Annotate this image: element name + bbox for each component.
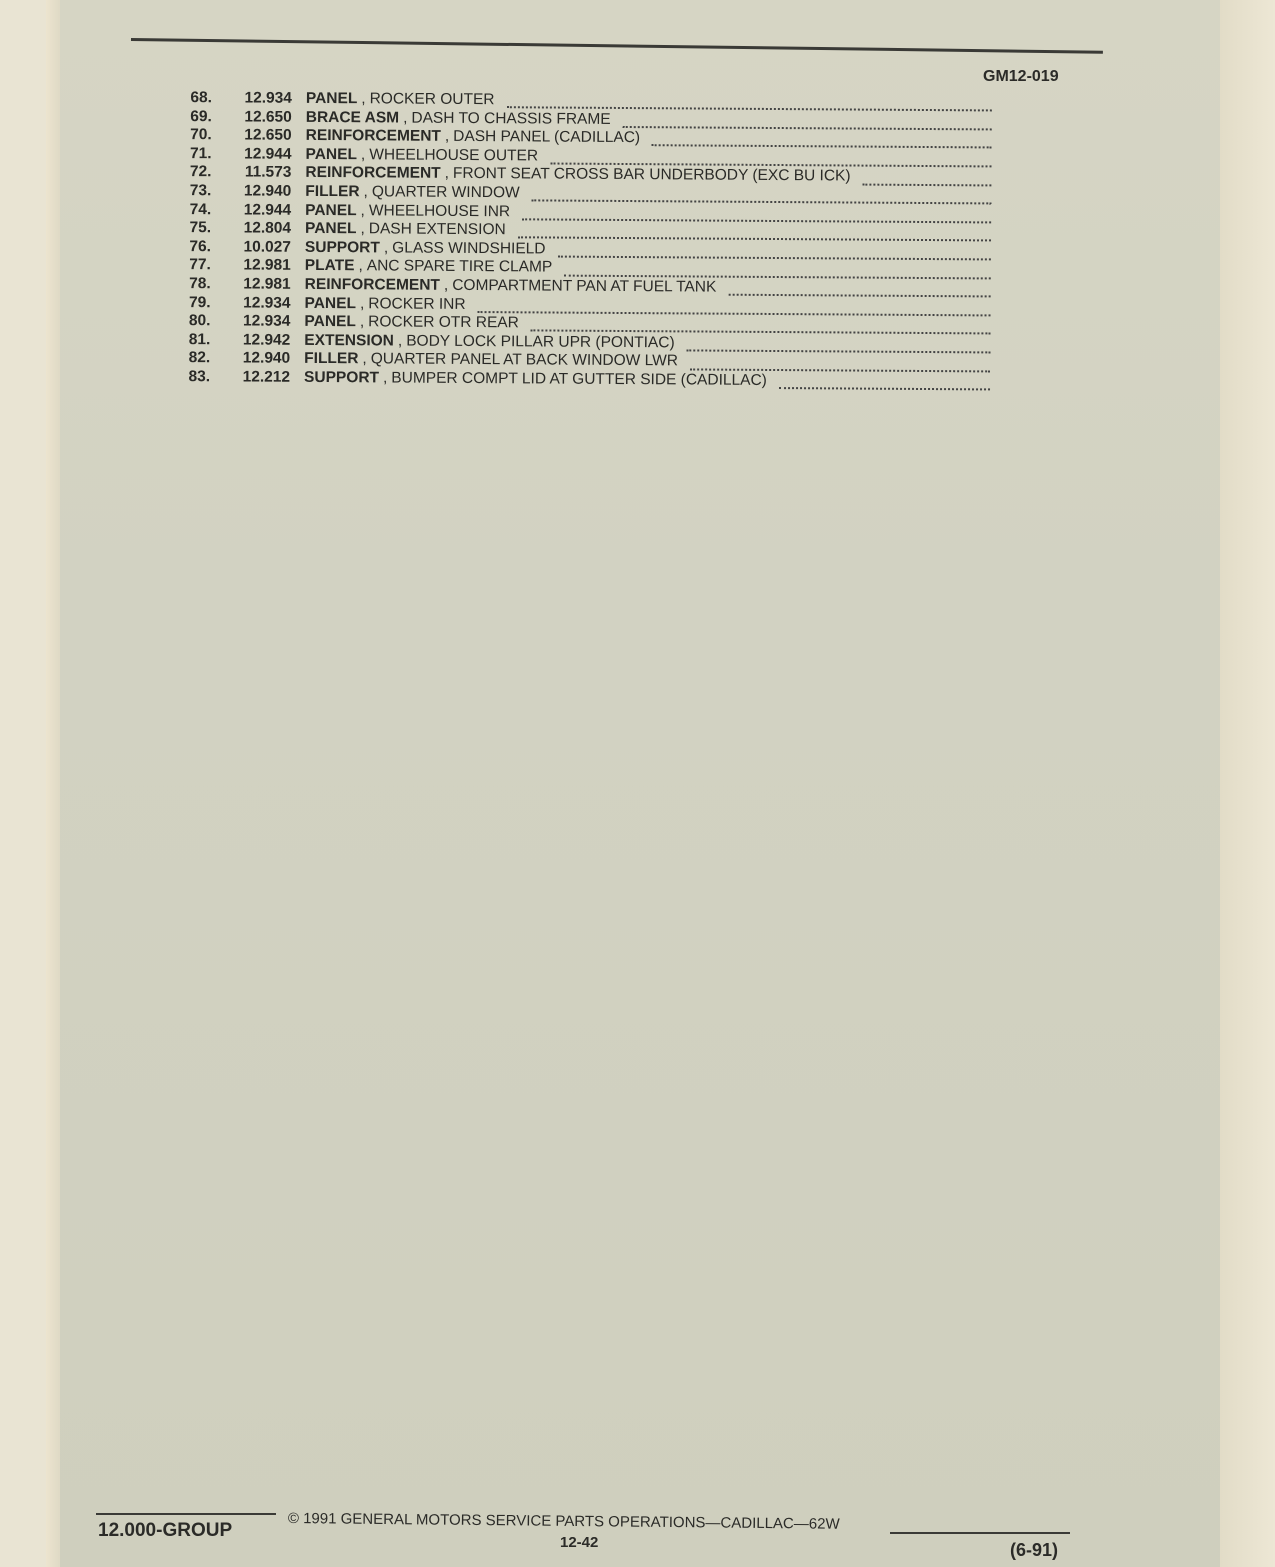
- item-code: 11.573: [244, 163, 292, 182]
- item-separator: ,: [360, 220, 365, 238]
- item-name: BRACE ASM: [305, 108, 400, 127]
- dot-leader: [687, 337, 991, 353]
- dot-leader: [522, 206, 991, 223]
- item-number: 72.: [189, 163, 212, 181]
- parts-list: [170, 89, 992, 392]
- item-description: DASH TO CHASSIS FRAME: [411, 109, 611, 128]
- item-separator: ,: [358, 257, 363, 275]
- item-number: 68.: [190, 89, 212, 107]
- item-separator: ,: [359, 313, 365, 331]
- item-code: 12.650: [244, 108, 292, 126]
- dot-leader: [564, 262, 991, 279]
- footer-rule-right: [890, 1532, 1070, 1534]
- item-name: REINFORCEMENT: [304, 275, 440, 294]
- item-description: ROCKER OTR REAR: [368, 313, 519, 332]
- item-code: 12.934: [244, 89, 292, 107]
- item-separator: ,: [444, 165, 450, 183]
- item-code: 10.027: [243, 238, 292, 256]
- dot-leader: [478, 299, 991, 316]
- item-description: FRONT SEAT CROSS BAR UNDERBODY (EXC BU ICK): [452, 165, 851, 185]
- dot-leader: [779, 375, 990, 390]
- item-number: 78.: [189, 275, 211, 293]
- item-separator: ,: [383, 239, 389, 257]
- item-separator: ,: [403, 109, 408, 127]
- item-name: PLATE: [304, 257, 355, 275]
- item-description: QUARTER PANEL AT BACK WINDOW LWR: [370, 350, 678, 370]
- item-description: QUARTER WINDOW: [371, 183, 520, 202]
- dot-leader: [518, 225, 991, 242]
- item-number: 73.: [189, 182, 212, 200]
- dot-leader: [623, 114, 992, 130]
- item-description: ANC SPARE TIRE CLAMP: [366, 257, 553, 276]
- item-name: PANEL: [305, 89, 358, 108]
- footer-rule-left: [96, 1513, 276, 1515]
- item-number: 69.: [190, 107, 212, 125]
- dot-leader: [690, 356, 990, 372]
- item-number: 75.: [189, 219, 212, 237]
- item-name: PANEL: [305, 145, 358, 164]
- item-separator: ,: [360, 146, 366, 164]
- dot-leader: [728, 282, 990, 298]
- item-name: PANEL: [304, 313, 356, 331]
- item-description: WHEELHOUSE INR: [368, 201, 511, 220]
- item-number: 81.: [188, 330, 211, 348]
- dot-leader: [863, 171, 992, 186]
- item-separator: ,: [361, 90, 366, 108]
- page-number: 12-42: [560, 1534, 599, 1551]
- copyright-notice: © 1991 GENERAL MOTORS SERVICE PARTS OPERATIONS—CADILLAC—62W: [287, 1510, 840, 1533]
- item-description: DASH EXTENSION: [368, 220, 506, 239]
- item-number: 80.: [188, 312, 211, 330]
- item-separator: ,: [444, 127, 450, 146]
- item-number: 71.: [189, 144, 212, 163]
- item-separator: ,: [397, 332, 403, 350]
- dot-leader: [550, 151, 992, 168]
- item-code: 12.934: [242, 312, 291, 330]
- paper-edge-right: [1220, 0, 1275, 1567]
- item-description: ROCKER OUTER: [369, 90, 495, 109]
- item-code: 12.934: [243, 294, 291, 312]
- item-code: 12.804: [243, 219, 292, 237]
- item-code: 12.940: [243, 182, 292, 200]
- item-separator: ,: [443, 276, 449, 294]
- dot-leader: [506, 95, 992, 112]
- item-separator: ,: [360, 201, 365, 219]
- dot-leader: [532, 188, 992, 205]
- item-name: FILLER: [304, 350, 359, 368]
- item-name: REINFORCEMENT: [305, 164, 441, 183]
- item-code: 12.212: [242, 368, 291, 386]
- item-name: EXTENSION: [304, 331, 394, 350]
- item-description: COMPARTMENT PAN AT FUEL TANK: [452, 276, 717, 296]
- item-name: SUPPORT: [304, 238, 380, 257]
- item-code: 12.944: [244, 145, 292, 163]
- item-name: REINFORCEMENT: [305, 127, 441, 145]
- item-number: 79.: [188, 293, 211, 311]
- item-separator: ,: [359, 294, 365, 312]
- item-name: FILLER: [305, 182, 360, 201]
- item-description: BUMPER COMPT LID AT GUTTER SIDE (CADILLAC): [391, 369, 767, 389]
- item-description: WHEELHOUSE OUTER: [369, 146, 539, 165]
- item-number: 83.: [188, 368, 211, 386]
- item-number: 76.: [189, 237, 212, 256]
- item-name: PANEL: [305, 201, 357, 219]
- item-number: 70.: [190, 126, 212, 144]
- item-separator: ,: [363, 183, 368, 201]
- item-name: SUPPORT: [304, 368, 380, 387]
- dot-leader: [557, 244, 991, 261]
- group-label: 12.000-GROUP: [98, 1520, 233, 1541]
- item-code: 12.942: [242, 331, 291, 349]
- dot-leader: [652, 133, 992, 149]
- item-number: 77.: [189, 256, 211, 274]
- item-name: PANEL: [304, 294, 357, 312]
- item-description: BODY LOCK PILLAR UPR (PONTIAC): [406, 332, 675, 352]
- item-code: 12.650: [244, 126, 292, 144]
- item-separator: ,: [362, 350, 367, 368]
- document-code: GM12-019: [983, 68, 1059, 85]
- item-separator: ,: [382, 369, 388, 387]
- revision-date: (6-91): [1010, 1540, 1059, 1560]
- item-code: 12.940: [242, 349, 291, 368]
- item-name: PANEL: [305, 220, 357, 238]
- item-number: 74.: [189, 200, 212, 218]
- dot-leader: [531, 318, 991, 335]
- item-description: GLASS WINDSHIELD: [392, 239, 546, 258]
- item-code: 12.981: [243, 275, 291, 293]
- item-description: ROCKER INR: [368, 294, 466, 313]
- item-description: DASH PANEL (CADILLAC): [453, 128, 641, 147]
- item-code: 12.981: [243, 256, 291, 275]
- item-number: 82.: [188, 349, 211, 367]
- item-code: 12.944: [243, 201, 292, 219]
